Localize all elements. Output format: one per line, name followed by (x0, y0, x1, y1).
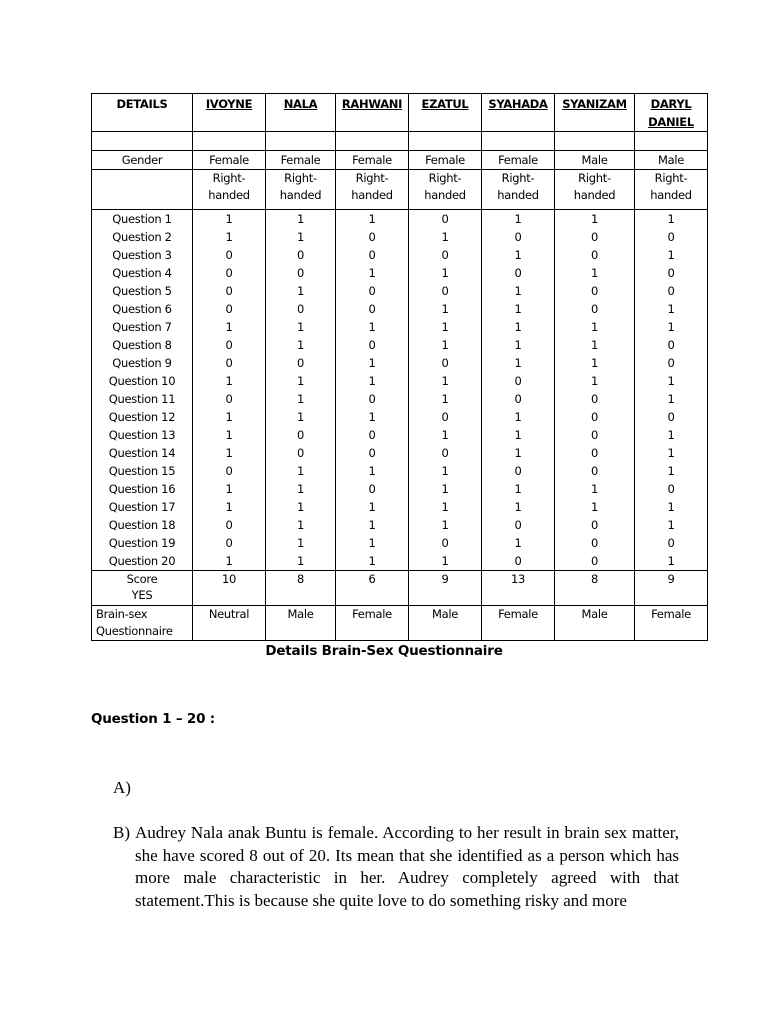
answer-cell: 0 (266, 426, 336, 444)
handedness-line: handed (573, 188, 616, 202)
answer-cell: 0 (635, 354, 708, 372)
answer-cell: 1 (336, 210, 409, 229)
answer-cell: 1 (266, 210, 336, 229)
question-row (92, 264, 708, 282)
handedness-cell (482, 170, 555, 210)
answer-cell: 0 (635, 282, 708, 300)
answer-cell: 0 (555, 282, 635, 300)
question-label: Question 8 (92, 336, 193, 354)
details-header: DETAILS (92, 94, 193, 132)
answer-cell: 1 (266, 408, 336, 426)
answer-cell: 0 (555, 516, 635, 534)
handedness-cell (336, 170, 409, 210)
answer-cell: 0 (409, 354, 482, 372)
brain-sex-cell: Male (409, 606, 482, 641)
answer-cell: 1 (635, 498, 708, 516)
answer-cell: 1 (482, 534, 555, 552)
item-a: A) (113, 778, 131, 797)
handedness-line: handed (497, 188, 539, 202)
item-b-text: Audrey Nala anak Buntu is female. According to her result in brain sex matter, she have scored 8 out of 20. Its mean that she identified as a person which has more male characteristic in her. Audrey completely agreed with that statement.This is because she quite love to do something risky and more (135, 823, 679, 910)
question-row (92, 426, 708, 444)
handedness-cell (635, 170, 708, 210)
question-label: Question 2 (92, 228, 193, 246)
answer-cell: 1 (482, 498, 555, 516)
answer-cell: 1 (266, 228, 336, 246)
answer-cell: 0 (266, 246, 336, 264)
answer-cell: 1 (482, 318, 555, 336)
question-label: Question 5 (92, 282, 193, 300)
question-row (92, 462, 708, 480)
question-row (92, 228, 708, 246)
question-label: Question 10 (92, 372, 193, 390)
answer-cell: 1 (409, 462, 482, 480)
handedness-row (92, 170, 708, 210)
score-cell: 6 (336, 571, 409, 606)
score-row (92, 571, 708, 606)
answer-cell: 0 (482, 372, 555, 390)
question-row (92, 480, 708, 498)
gender-cell: Female (482, 151, 555, 170)
handedness-cell (193, 170, 266, 210)
handedness-line: Right- (578, 171, 611, 185)
answer-cell: 1 (555, 210, 635, 229)
blank-row (92, 132, 708, 151)
name-line: IVOYNE (205, 97, 253, 111)
answer-cell: 0 (555, 228, 635, 246)
question-row (92, 300, 708, 318)
answer-cell: 1 (635, 516, 708, 534)
answer-cell: 1 (482, 336, 555, 354)
answer-cell: 1 (555, 498, 635, 516)
answer-cell: 1 (266, 534, 336, 552)
answer-cell: 0 (555, 552, 635, 571)
answer-cell: 1 (193, 228, 266, 246)
answer-cell: 0 (193, 462, 266, 480)
answer-cell: 1 (409, 318, 482, 336)
name-header (193, 94, 266, 132)
answer-cell: 1 (409, 336, 482, 354)
answer-cell: 0 (193, 390, 266, 408)
answer-cell: 1 (193, 480, 266, 498)
answer-cell: 0 (409, 408, 482, 426)
answer-cell: 0 (409, 534, 482, 552)
answer-cell: 1 (635, 552, 708, 571)
question-label: Question 17 (92, 498, 193, 516)
answer-cell: 0 (336, 426, 409, 444)
answer-cell: 1 (409, 390, 482, 408)
answer-cell: 1 (482, 210, 555, 229)
brain-sex-cell: Female (336, 606, 409, 641)
blank-cell (92, 132, 193, 151)
question-label: Question 13 (92, 426, 193, 444)
answer-cell: 1 (336, 408, 409, 426)
answer-cell: 1 (193, 426, 266, 444)
question-label: Question 9 (92, 354, 193, 372)
answer-cell: 0 (482, 552, 555, 571)
answer-cell: 1 (266, 462, 336, 480)
blank-cell (482, 132, 555, 151)
answer-cell: 0 (555, 300, 635, 318)
name-header (336, 94, 409, 132)
answer-cell: 0 (482, 390, 555, 408)
name-header (409, 94, 482, 132)
answer-cell: 0 (336, 390, 409, 408)
answer-cell: 1 (336, 264, 409, 282)
answer-cell: 0 (409, 282, 482, 300)
answer-cell: 1 (482, 444, 555, 462)
handedness-line: handed (208, 188, 250, 202)
gender-label: Gender (92, 151, 193, 170)
answer-cell: 1 (193, 408, 266, 426)
answer-cell: 0 (336, 444, 409, 462)
name-header (482, 94, 555, 132)
question-row (92, 552, 708, 571)
answer-cell: 1 (193, 498, 266, 516)
question-row (92, 246, 708, 264)
question-row (92, 372, 708, 390)
question-row (92, 408, 708, 426)
name-line: DANIEL (648, 115, 694, 129)
name-line: NALA (283, 97, 318, 111)
answer-cell: 1 (336, 516, 409, 534)
answer-cell: 0 (635, 408, 708, 426)
blank-cell (635, 132, 708, 151)
blank-cell (409, 132, 482, 151)
answer-cell: 1 (266, 318, 336, 336)
answer-cell: 0 (482, 516, 555, 534)
question-heading: Question 1 – 20 : (91, 711, 215, 727)
brain-sex-cell: Neutral (193, 606, 266, 641)
gender-cell: Male (555, 151, 635, 170)
question-label: Question 19 (92, 534, 193, 552)
handedness-line: handed (351, 188, 393, 202)
answer-cell: 0 (635, 336, 708, 354)
answer-cell: 0 (336, 246, 409, 264)
question-row (92, 318, 708, 336)
handedness-line: Right- (654, 171, 688, 185)
answer-cell: 0 (409, 246, 482, 264)
question-rows (92, 210, 708, 571)
answer-cell: 0 (336, 228, 409, 246)
question-label: Question 14 (92, 444, 193, 462)
answer-cell: 1 (193, 552, 266, 571)
handedness-cell (555, 170, 635, 210)
answer-cell: 0 (193, 516, 266, 534)
answer-cell: 0 (336, 480, 409, 498)
answer-cell: 1 (266, 516, 336, 534)
answer-cell: 1 (336, 462, 409, 480)
answer-cell: 1 (482, 246, 555, 264)
answer-cell: 1 (409, 498, 482, 516)
answer-cell: 1 (193, 444, 266, 462)
handedness-cell (266, 170, 336, 210)
name-header (635, 94, 708, 132)
question-label: Question 4 (92, 264, 193, 282)
answer-cell: 0 (555, 462, 635, 480)
answer-cell: 1 (635, 210, 708, 229)
answer-cell: 1 (336, 318, 409, 336)
question-label: Question 1 (92, 210, 193, 229)
question-label: Question 11 (92, 390, 193, 408)
answer-cell: 1 (635, 372, 708, 390)
answer-cell: 1 (409, 372, 482, 390)
name-line: SYAHADA (488, 97, 548, 111)
answer-cell: 1 (409, 228, 482, 246)
answer-cell: 0 (555, 534, 635, 552)
handedness-line: Right- (212, 171, 246, 185)
name-line: DARYL (650, 97, 692, 111)
question-label: Question 3 (92, 246, 193, 264)
gender-cell: Female (266, 151, 336, 170)
handedness-line: handed (650, 188, 692, 202)
answer-cell: 1 (409, 552, 482, 571)
answer-cell: 1 (266, 282, 336, 300)
answer-cell: 0 (193, 246, 266, 264)
gender-row (92, 151, 708, 170)
question-label: Question 7 (92, 318, 193, 336)
brain-sex-row (92, 606, 708, 641)
brain-sex-label-line: Brain-sex (96, 607, 148, 621)
answer-cell: 1 (266, 480, 336, 498)
answer-cell: 1 (336, 372, 409, 390)
handedness-line: Right- (428, 171, 462, 185)
answer-cell: 0 (266, 300, 336, 318)
question-label: Question 12 (92, 408, 193, 426)
answer-cell: 0 (193, 534, 266, 552)
answer-cell: 0 (635, 228, 708, 246)
answer-cell: 1 (555, 264, 635, 282)
answer-cell: 1 (193, 372, 266, 390)
handedness-line: Right- (501, 171, 535, 185)
answer-cell: 1 (635, 318, 708, 336)
answer-cell: 0 (193, 300, 266, 318)
answer-cell: 1 (193, 210, 266, 229)
gender-cell: Female (193, 151, 266, 170)
brain-sex-label (92, 606, 193, 641)
answer-cell: 0 (555, 246, 635, 264)
score-cell: 8 (555, 571, 635, 606)
gender-cell: Female (409, 151, 482, 170)
score-label-line: Score (126, 572, 158, 586)
score-cell: 9 (635, 571, 708, 606)
answer-cell: 1 (409, 264, 482, 282)
answer-cell: 1 (482, 300, 555, 318)
name-line: RAHWANI (341, 97, 403, 111)
answer-cell: 0 (555, 444, 635, 462)
brain-sex-cell: Male (266, 606, 336, 641)
item-b (113, 822, 679, 912)
answer-cell: 1 (266, 390, 336, 408)
name-header (266, 94, 336, 132)
answer-cell: 1 (482, 426, 555, 444)
answer-cell: 0 (635, 264, 708, 282)
item-b-marker: B) (113, 823, 130, 842)
gender-cell: Female (336, 151, 409, 170)
blank-cell (193, 132, 266, 151)
answer-cell: 0 (336, 300, 409, 318)
answer-cell: 1 (555, 480, 635, 498)
score-cell: 10 (193, 571, 266, 606)
answer-cell: 0 (336, 282, 409, 300)
question-label: Question 15 (92, 462, 193, 480)
name-header (555, 94, 635, 132)
answer-cell: 1 (409, 516, 482, 534)
answer-cell: 1 (266, 336, 336, 354)
handedness-line: Right- (284, 171, 317, 185)
score-cell: 13 (482, 571, 555, 606)
answer-cell: 0 (193, 336, 266, 354)
answer-cell: 0 (482, 228, 555, 246)
answer-cell: 1 (555, 318, 635, 336)
score-cell: 9 (409, 571, 482, 606)
answer-cell: 1 (193, 318, 266, 336)
answer-cell: 1 (266, 552, 336, 571)
answer-cell: 0 (555, 426, 635, 444)
answer-cell: 1 (482, 480, 555, 498)
name-line: SYANIZAM (562, 97, 627, 111)
answer-cell: 1 (482, 282, 555, 300)
answer-cell: 1 (336, 354, 409, 372)
question-label: Question 16 (92, 480, 193, 498)
answer-cell: 0 (409, 444, 482, 462)
blank-cell (336, 132, 409, 151)
question-label: Question 6 (92, 300, 193, 318)
header-row (92, 94, 708, 132)
question-row (92, 534, 708, 552)
answer-cell: 1 (635, 300, 708, 318)
blank-cell (266, 132, 336, 151)
answer-cell: 0 (555, 408, 635, 426)
answer-cell: 1 (555, 354, 635, 372)
answer-cell: 0 (555, 390, 635, 408)
question-row (92, 444, 708, 462)
brain-sex-cell: Female (482, 606, 555, 641)
question-row (92, 498, 708, 516)
answer-cell: 1 (336, 534, 409, 552)
answer-cell: 0 (635, 534, 708, 552)
answer-cell: 1 (482, 408, 555, 426)
question-row (92, 282, 708, 300)
answer-cell: 0 (482, 264, 555, 282)
answer-cell: 1 (635, 426, 708, 444)
question-row (92, 210, 708, 229)
question-label: Question 18 (92, 516, 193, 534)
brain-sex-cell: Male (555, 606, 635, 641)
question-row (92, 390, 708, 408)
answer-cell: 0 (266, 444, 336, 462)
answer-cell: 1 (409, 426, 482, 444)
answer-cell: 0 (409, 210, 482, 229)
answer-cell: 1 (266, 498, 336, 516)
answer-cell: 0 (482, 462, 555, 480)
answer-cell: 1 (635, 246, 708, 264)
handedness-line: handed (279, 188, 322, 202)
name-line: EZATUL (421, 97, 469, 111)
brain-sex-label-line: Questionnaire (96, 624, 173, 638)
gender-cell: Male (635, 151, 708, 170)
handedness-label (92, 170, 193, 210)
score-label-line: YES (131, 588, 153, 602)
question-row (92, 516, 708, 534)
answer-cell: 1 (336, 498, 409, 516)
answer-cell: 0 (336, 336, 409, 354)
answer-cell: 0 (193, 282, 266, 300)
answer-cell: 1 (409, 300, 482, 318)
handedness-line: Right- (355, 171, 389, 185)
question-row (92, 336, 708, 354)
blank-cell (555, 132, 635, 151)
answer-cell: 0 (635, 480, 708, 498)
answer-cell: 1 (635, 390, 708, 408)
score-label (92, 571, 193, 606)
answer-cell: 1 (409, 480, 482, 498)
answer-cell: 1 (635, 462, 708, 480)
answer-cell: 0 (193, 264, 266, 282)
question-label: Question 20 (92, 552, 193, 571)
brain-sex-table (91, 93, 708, 641)
table-caption: Details Brain-Sex Questionnaire (265, 643, 503, 659)
answer-cell: 1 (482, 354, 555, 372)
brain-sex-cell: Female (635, 606, 708, 641)
answer-cell: 0 (193, 354, 266, 372)
answer-cell: 0 (266, 264, 336, 282)
answer-cell: 1 (555, 336, 635, 354)
answer-cell: 1 (635, 444, 708, 462)
handedness-cell (409, 170, 482, 210)
handedness-line: handed (424, 188, 466, 202)
answer-cell: 1 (555, 372, 635, 390)
score-cell: 8 (266, 571, 336, 606)
answer-cell: 1 (266, 372, 336, 390)
question-row (92, 354, 708, 372)
answer-cell: 1 (336, 552, 409, 571)
answer-cell: 0 (266, 354, 336, 372)
